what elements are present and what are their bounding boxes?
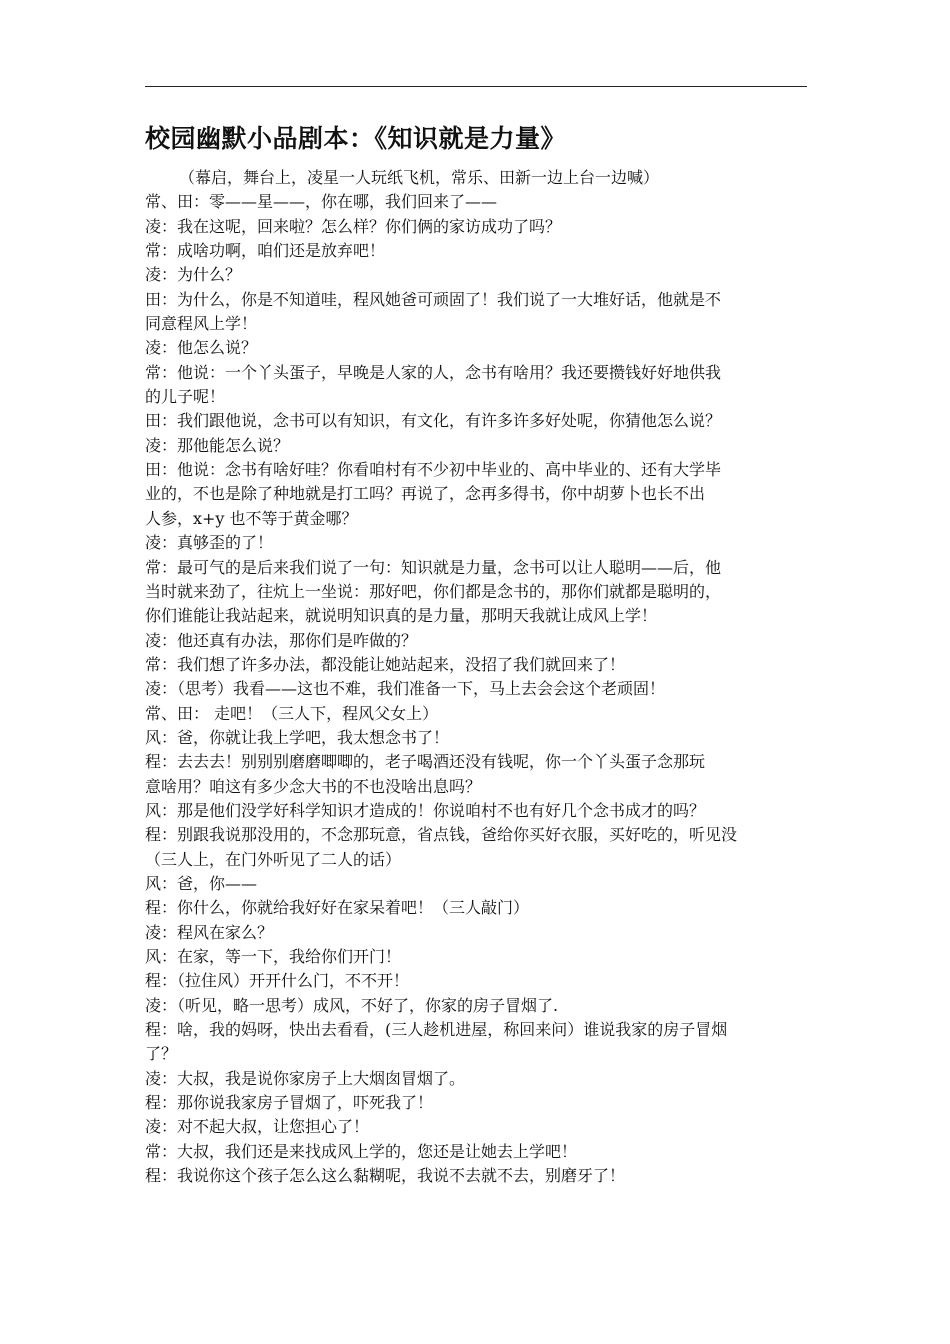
dialogue-line: 常：最可气的是后来我们说了一句：知识就是力量，念书可以让人聪明——后，他 bbox=[145, 557, 722, 577]
dialogue-line: 田：我们跟他说，念书可以有知识，有文化，有许多许多好处呢，你猜他怎么说？ bbox=[145, 411, 722, 431]
dialogue-line: 你们谁能让我站起来，就说明知识真的是力量，那明天我就让成风上学！ bbox=[145, 606, 658, 626]
dialogue-line: 常：他说：一个丫头蛋子，早晚是人家的人，念书有啥用？我还要攒钱好好地供我 bbox=[145, 362, 722, 382]
header-rule bbox=[145, 86, 807, 87]
dialogue-line: 凌：（听见，略一思考）成风，不好了，你家的房子冒烟了. bbox=[145, 995, 559, 1015]
dialogue-line: 凌：真够歪的了！ bbox=[145, 533, 274, 553]
document-title: 校园幽默小品剧本：《知识就是力量》 bbox=[145, 124, 567, 153]
dialogue-line: 的儿子呢！ bbox=[145, 387, 226, 407]
dialogue-line: 田：为什么，你是不知道哇，程风她爸可顽固了！我们说了一大堆好话，他就是不 bbox=[145, 289, 722, 309]
dialogue-line: 凌：（思考）我看——这也不难，我们准备一下，马上去会会这个老顽固！ bbox=[145, 679, 666, 699]
dialogue-line: 意啥用？咱这有多少念大书的不也没啥出息吗？ bbox=[145, 776, 482, 796]
dialogue-line: 程：我说你这个孩子怎么这么黏糊呢，我说不去就不去，别磨牙了！ bbox=[145, 1166, 626, 1186]
dialogue-line: 人参，x+y 也不等于黄金哪？ bbox=[145, 508, 358, 528]
dialogue-line: 凌：程风在家么？ bbox=[145, 922, 274, 942]
dialogue-line: 风：爸，你就让我上学吧，我太想念书了！ bbox=[145, 727, 450, 747]
dialogue-line: 凌：对不起大叔，让您担心了！ bbox=[145, 1117, 370, 1137]
stage-direction-line: （三人上，在门外听见了二人的话） bbox=[145, 849, 402, 869]
dialogue-line: 凌：他还真有办法，那你们是咋做的？ bbox=[145, 630, 418, 650]
dialogue-line: 程：去去去！别别别磨磨唧唧的，老子喝酒还没有钱呢，你一个丫头蛋子念那玩 bbox=[145, 752, 706, 772]
dialogue-line: 常、田：零——星——，你在哪，我们回来了—— bbox=[145, 192, 498, 212]
dialogue-line: 当时就来劲了，往炕上一坐说：那好吧，你们都是念书的，那你们就都是聪明的， bbox=[145, 581, 722, 601]
dialogue-line: 凌：我在这呢，回来啦？怎么样？你们俩的家访成功了吗？ bbox=[145, 216, 562, 236]
dialogue-line: 常：大叔，我们还是来找成风上学的，您还是让她去上学吧！ bbox=[145, 1141, 578, 1161]
dialogue-line: 常：我们想了许多办法，都没能让她站起来，没招了我们就回来了！ bbox=[145, 654, 626, 674]
dialogue-line: 业的，不也是除了种地就是打工吗？再说了，念再多得书，你中胡萝卜也长不出 bbox=[145, 484, 706, 504]
dialogue-line: 风：爸，你—— bbox=[145, 873, 258, 893]
dialogue-line: 常、田： 走吧！（三人下，程风父女上） bbox=[145, 703, 439, 723]
dialogue-line: 了？ bbox=[145, 1044, 178, 1064]
dialogue-line: 凌：那他能怎么说？ bbox=[145, 435, 290, 455]
dialogue-line: 凌：为什么？ bbox=[145, 265, 242, 285]
dialogue-line: 程：啥，我的妈呀，快出去看看，(三人趁机进屋，称回来问）谁说我家的房子冒烟 bbox=[145, 1020, 728, 1040]
dialogue-line: 凌：他怎么说？ bbox=[145, 338, 258, 358]
dialogue-line: 程：别跟我说那没用的，不念那玩意，省点钱，爸给你买好衣服，买好吃的，听见没 bbox=[145, 825, 738, 845]
dialogue-line: 程：那你说我家房子冒烟了，吓死我了！ bbox=[145, 1093, 434, 1113]
script-body bbox=[145, 166, 807, 1188]
dialogue-line: 程：（拉住风）开开什么门，不不开！ bbox=[145, 971, 410, 991]
dialogue-line: 田：他说：念书有啥好哇？你看咱村有不少初中毕业的、高中毕业的、还有大学毕 bbox=[145, 460, 722, 480]
dialogue-line: 常：成啥功啊，咱们还是放弃吧！ bbox=[145, 241, 386, 261]
dialogue-line: 同意程风上学！ bbox=[145, 314, 258, 334]
dialogue-line: 风：那是他们没学好科学知识才造成的！你说咱村不也有好几个念书成才的吗？ bbox=[145, 800, 706, 820]
stage-direction-line: （幕启，舞台上，凌星一人玩纸飞机，常乐、田新一边上台一边喊） bbox=[179, 168, 660, 187]
dialogue-line: 凌：大叔，我是说你家房子上大烟囱冒烟了。 bbox=[145, 1068, 466, 1088]
dialogue-line: 程：你什么，你就给我好好在家呆着吧！（三人敲门） bbox=[145, 898, 530, 918]
dialogue-line: 风：在家，等一下，我给你们开门！ bbox=[145, 947, 402, 966]
